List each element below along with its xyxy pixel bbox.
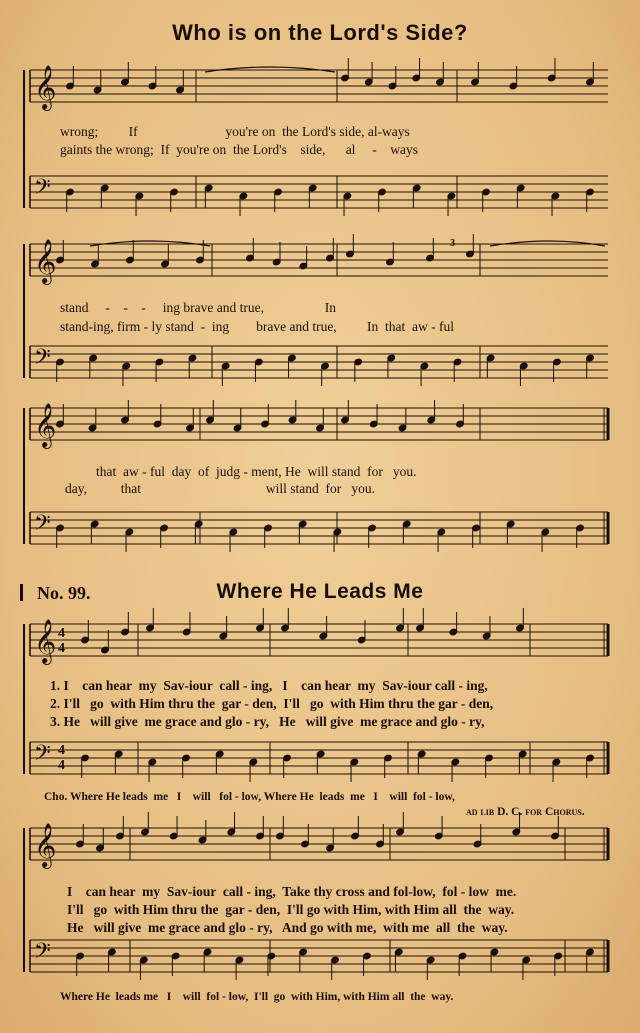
bass-clef: 𝄢 — [34, 741, 51, 771]
verse-line-3: He will give me grace and glo - ry, And go with me, with me all the way. — [67, 920, 508, 935]
time-sig-bass-bottom: 4 — [58, 758, 65, 773]
da-capo-direction: ad lib D. C. for Chorus. — [466, 806, 585, 818]
bass-clef: 𝄢 — [34, 345, 51, 375]
hymn-title-top: Who is on the Lord's Side? — [172, 20, 468, 45]
time-sig-bass-top: 4 — [58, 743, 65, 758]
bass-clef: 𝄢 — [34, 175, 51, 205]
hymn-title-bottom: Where He Leads Me — [216, 580, 424, 603]
lyric-line: stand-ing, firm - ly stand - ing brave and true, In that aw - ful — [60, 319, 455, 334]
bass-clef: 𝄢 — [34, 939, 51, 969]
hymn-number — [20, 583, 91, 604]
lyric-line: gaints the wrong; If you're on the Lord's side, al - ways — [60, 142, 419, 157]
verse-line-2: 2. I'll go with Him thru the gar - den, I'll go with Him thru the gar - den, — [50, 696, 494, 711]
margin-bar — [20, 584, 23, 601]
treble-clef: 𝄞 — [34, 65, 57, 109]
verse-line-1: 1. I can hear my Sav-iour call - ing, I can hear my Sav-iour call - ing, — [50, 678, 488, 693]
lyric-line: stand - - - ing brave and true, In — [60, 300, 336, 315]
lyric-line: wrong; If you're on the Lord's side, al-ways — [60, 124, 410, 139]
verse-line-3: 3. He will give me grace and glo - ry, He will give me grace and glo - ry, — [50, 714, 485, 729]
chorus-line: Cho. Where He leads me I will fol - low, Where He leads me I will fol - low, — [44, 791, 455, 803]
chorus-line: Where He leads me I will fol - low, I'll go with Him, with Him all the way. — [60, 991, 454, 1003]
lyric-line: day, that will stand for you. — [65, 481, 375, 496]
time-sig-treble-bottom: 4 — [58, 641, 65, 656]
hymn-number-text: No. 99. — [37, 583, 91, 603]
bass-clef: 𝄢 — [34, 511, 51, 541]
verse-line-1: I can hear my Sav-iour call - ing, Take thy cross and fol-low, fol - low me. — [67, 884, 517, 899]
treble-clef: 𝄞 — [34, 823, 57, 867]
treble-clef: 𝄞 — [34, 239, 57, 283]
lyric-line: that aw - ful day of judg - ment, He will stand for you. — [96, 464, 417, 479]
verse-line-2: I'll go with Him thru the gar - den, I'll go with Him, with Him all the way. — [67, 902, 515, 917]
treble-clef: 𝄞 — [34, 619, 57, 663]
time-sig-treble-top: 4 — [58, 626, 65, 641]
triplet-mark: 3 — [450, 238, 455, 249]
treble-clef: 𝄞 — [34, 403, 57, 447]
